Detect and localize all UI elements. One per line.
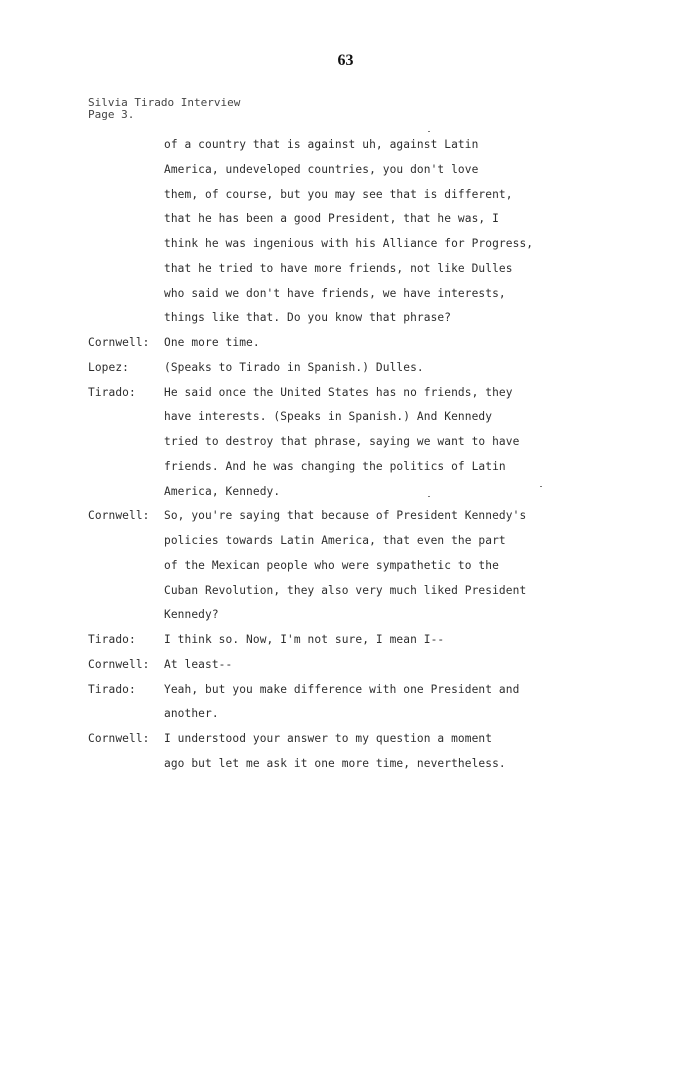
transcript-line: think he was ingenious with his Alliance for Progress, xyxy=(164,237,534,250)
transcript-line: America, undeveloped countries, you don't love xyxy=(164,162,479,176)
transcript-line: that he has been a good President, that he was, I xyxy=(164,212,499,226)
transcript-line: of the Mexican people who were sympathetic to the xyxy=(164,558,499,572)
transcript-line: Cuban Revolution, they also very much liked President xyxy=(164,583,527,597)
transcript-line: things like that. Do you know that phrase? xyxy=(164,311,452,325)
speaker-label: Cornwell: xyxy=(88,657,150,671)
transcript-line: tried to destroy that phrase, saying we want to have xyxy=(164,435,520,448)
transcript-line: that he tried to have more friends, not like Dulles xyxy=(164,261,513,275)
transcript-line: policies towards Latin America, that even the part xyxy=(164,534,506,547)
transcript-line: So, you're saying that because of President Kennedy's xyxy=(164,509,527,523)
transcript-line: He said once the United States has no friends, they xyxy=(164,385,513,399)
transcript-line: At least-- xyxy=(164,657,233,671)
header-title: Silvia Tirado Interview xyxy=(88,96,241,109)
header-page: Page 3. xyxy=(88,108,135,121)
speaker-label: Cornwell: xyxy=(88,732,150,745)
transcript-line: who said we don't have friends, we have interests, xyxy=(164,286,506,300)
speaker-label: Cornwell: xyxy=(88,336,150,349)
transcript-line: them, of course, but you may see that is different, xyxy=(164,187,513,201)
speaker-label: Cornwell: xyxy=(88,509,150,523)
transcript-line: friends. And he was changing the politics of Latin xyxy=(164,459,506,473)
transcript-line: Kennedy? xyxy=(164,608,219,622)
transcript-line: Yeah, but you make difference with one President and xyxy=(164,682,520,696)
transcript-line: One more time. xyxy=(164,336,260,349)
transcript-line: have interests. (Speaks in Spanish.) And Kennedy xyxy=(164,410,493,424)
transcript-line: I think so. Now, I'm not sure, I mean I-- xyxy=(164,633,445,646)
transcript-line: I understood your answer to my question a moment xyxy=(164,732,493,745)
page-number: 63 xyxy=(337,52,354,69)
transcript-line: of a country that is against uh, against Latin xyxy=(164,138,479,151)
speaker-label: Tirado: xyxy=(88,682,136,696)
speaker-label: Tirado: xyxy=(88,385,136,399)
speaker-label: Lopez: xyxy=(88,360,130,374)
transcript-line: another. xyxy=(164,707,219,721)
transcript-line: America, Kennedy. xyxy=(164,484,281,498)
speaker-label: Tirado: xyxy=(88,633,136,646)
transcript-line: ago but let me ask it one more time, nevertheless. xyxy=(164,756,506,770)
transcript-line: (Speaks to Tirado in Spanish.) Dulles. xyxy=(164,360,424,374)
